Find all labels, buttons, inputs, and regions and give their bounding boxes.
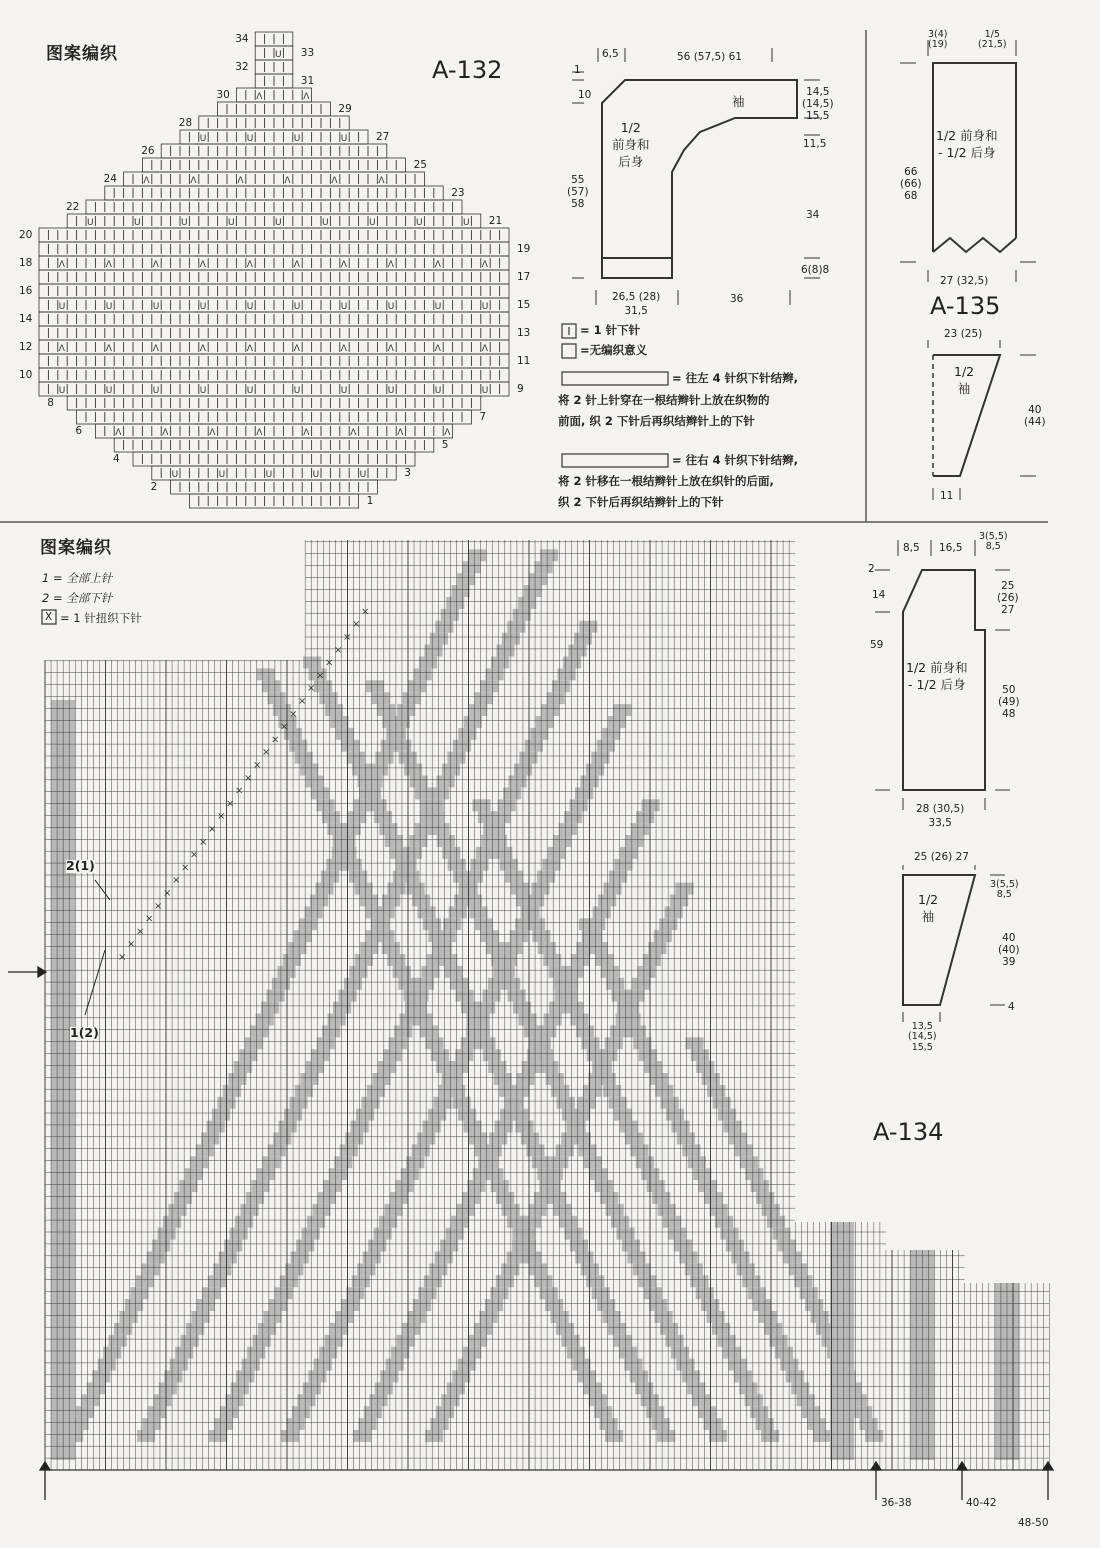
svg-text:Λ: Λ bbox=[481, 344, 488, 354]
a132-measure-55: 55 (57) 58 bbox=[567, 174, 589, 211]
svg-text:Λ: Λ bbox=[256, 92, 263, 102]
svg-text:×: × bbox=[226, 798, 235, 810]
a134-code: A-134 bbox=[873, 1118, 944, 1146]
row-number: 18 bbox=[19, 257, 33, 269]
svg-text:U: U bbox=[171, 470, 179, 480]
right-cable-symbol-icon bbox=[562, 454, 668, 467]
a135-sleeve-label: 1/2 袖 bbox=[954, 364, 975, 396]
svg-text:Λ: Λ bbox=[246, 344, 253, 354]
a134-measure-25: 25 (26) 27 bbox=[997, 580, 1019, 617]
row-number: 13 bbox=[517, 327, 531, 339]
a135-schematic bbox=[900, 40, 1036, 500]
legend-knit-all: 2 = 全部下针 bbox=[42, 591, 113, 605]
svg-text:×: × bbox=[352, 619, 361, 631]
svg-text:Λ: Λ bbox=[434, 260, 441, 270]
svg-text:×: × bbox=[208, 824, 217, 835]
row-number: 24 bbox=[103, 173, 117, 185]
svg-text:×: × bbox=[163, 888, 172, 899]
a135-hem-zigzag bbox=[933, 238, 1016, 252]
a134-measure-4: 4 bbox=[1008, 1001, 1015, 1013]
a135-code: A-135 bbox=[930, 292, 1001, 320]
svg-text:Λ: Λ bbox=[444, 428, 451, 438]
svg-text:Λ: Λ bbox=[340, 344, 347, 354]
svg-text:U: U bbox=[387, 386, 395, 396]
svg-text:×: × bbox=[190, 849, 199, 861]
row-number: 23 bbox=[451, 187, 465, 199]
svg-text:U: U bbox=[463, 218, 470, 228]
a134-schematic bbox=[875, 540, 1010, 1022]
svg-text:U: U bbox=[199, 386, 207, 396]
svg-text:×: × bbox=[361, 606, 370, 618]
size-arrow-left-icon bbox=[40, 1462, 50, 1470]
svg-text:Λ: Λ bbox=[190, 176, 197, 186]
a132-measure-top: 56 (57,5) 61 bbox=[677, 51, 742, 63]
svg-text:Λ: Λ bbox=[105, 260, 112, 270]
a134-sleeve-label: 1/2 袖 bbox=[918, 892, 939, 924]
top-chart-title: 图案编织 bbox=[46, 44, 118, 64]
svg-text:Λ: Λ bbox=[58, 260, 65, 270]
a134-measure-59: 59 bbox=[870, 639, 884, 651]
a132-body-outline bbox=[602, 80, 797, 278]
legend-right-cable-3: 织 2 下针后再织结辫针上的下针 bbox=[558, 495, 724, 509]
svg-text:×: × bbox=[154, 900, 163, 912]
svg-text:U: U bbox=[218, 470, 226, 480]
a134-top-165: 16,5 bbox=[939, 542, 963, 554]
svg-text:U: U bbox=[340, 386, 348, 396]
a135-sleeve-top: 23 (25) bbox=[944, 328, 983, 340]
svg-text:×: × bbox=[199, 836, 208, 848]
a132-code: A-132 bbox=[432, 56, 503, 84]
row-number: 20 bbox=[19, 229, 33, 241]
svg-text:Λ: Λ bbox=[387, 344, 394, 354]
svg-text:U: U bbox=[134, 218, 141, 228]
svg-text:Λ: Λ bbox=[237, 176, 244, 186]
a134-sleeve-right-top: 3(5,5) 8,5 bbox=[990, 879, 1019, 901]
svg-text:U: U bbox=[246, 386, 254, 396]
a134-sleeve-top: 25 (26) 27 bbox=[914, 851, 969, 863]
svg-text:Λ: Λ bbox=[143, 176, 150, 186]
legend-left-cable-1: = 往左 4 针织下针结辫, bbox=[672, 371, 799, 385]
svg-text:×: × bbox=[136, 926, 145, 938]
svg-text:Λ: Λ bbox=[303, 428, 310, 438]
svg-text:U: U bbox=[434, 302, 442, 312]
top-stitch-chart bbox=[39, 32, 509, 508]
a135-measure-66: 66 (66) 68 bbox=[900, 166, 922, 203]
svg-text:U: U bbox=[416, 218, 423, 228]
a132-measure-10: 10 bbox=[578, 89, 592, 101]
no-stitch-symbol-icon bbox=[562, 344, 576, 358]
svg-text:×: × bbox=[172, 875, 181, 887]
svg-text:×: × bbox=[253, 760, 262, 771]
svg-text:U: U bbox=[293, 386, 301, 396]
legend-twisted-box: X bbox=[45, 611, 53, 623]
svg-text:Λ: Λ bbox=[303, 92, 310, 102]
a132-body-label: 1/2 前身和 后身 bbox=[612, 120, 650, 169]
svg-text:Λ: Λ bbox=[481, 260, 488, 270]
row-number: 12 bbox=[19, 341, 33, 353]
bottom-chart-title: 图案编织 bbox=[40, 538, 112, 558]
a132-measure-bottom-left: 26,5 (28) 31,5 bbox=[612, 291, 661, 317]
row-number: 22 bbox=[66, 201, 80, 213]
row-number: 19 bbox=[517, 243, 531, 255]
legend-left-cable-3: 前面, 织 2 下针后再织结辫针上的下针 bbox=[558, 414, 755, 428]
annotation-2-1: 2(1) bbox=[66, 858, 95, 873]
bottom-stitch-chart bbox=[45, 540, 1049, 1470]
svg-text:U: U bbox=[340, 134, 348, 144]
svg-text:U: U bbox=[228, 218, 235, 228]
svg-text:Λ: Λ bbox=[284, 176, 291, 186]
row-number: 31 bbox=[300, 75, 315, 87]
svg-text:Λ: Λ bbox=[115, 428, 122, 438]
size-label-40-42: 40-42 bbox=[966, 1497, 997, 1509]
svg-text:×: × bbox=[298, 696, 307, 707]
row-number: 28 bbox=[178, 117, 193, 129]
legend-left-cable-2: 将 2 针上针穿在一根结辫针上放在织物的 bbox=[558, 393, 770, 407]
legend-right-cable-1: = 往右 4 针织下针结辫, bbox=[672, 453, 799, 467]
svg-text:Λ: Λ bbox=[387, 260, 394, 270]
svg-text:U: U bbox=[181, 218, 188, 228]
svg-text:U: U bbox=[293, 302, 301, 312]
a134-measure-2: 2 bbox=[868, 563, 875, 575]
svg-text:U: U bbox=[58, 386, 66, 396]
row-number: 29 bbox=[338, 103, 352, 115]
a132-sleeve-label: 袖 bbox=[732, 94, 745, 109]
a132-rib-outline bbox=[602, 258, 672, 278]
svg-text:U: U bbox=[152, 302, 160, 312]
svg-text:Λ: Λ bbox=[162, 428, 169, 438]
svg-text:Λ: Λ bbox=[331, 176, 338, 186]
size-arrow-48-icon bbox=[1043, 1462, 1053, 1470]
a132-schematic bbox=[572, 48, 820, 305]
svg-text:U: U bbox=[199, 302, 207, 312]
svg-text:Λ: Λ bbox=[378, 176, 385, 186]
a132-measure-top-left: 6,5 bbox=[602, 48, 619, 60]
a134-measure-14: 14 bbox=[872, 589, 886, 601]
row-number: 1 bbox=[366, 495, 374, 507]
svg-text:U: U bbox=[105, 302, 113, 312]
svg-text:U: U bbox=[387, 302, 395, 312]
svg-text:U: U bbox=[246, 302, 254, 312]
a134-sleeve-bottom: 13,5 (14,5) 15,5 bbox=[908, 1021, 937, 1053]
row-number: 10 bbox=[19, 369, 33, 381]
a135-measure-bottom: 27 (32,5) bbox=[940, 275, 989, 287]
svg-text:×: × bbox=[235, 785, 244, 797]
svg-text:Λ: Λ bbox=[199, 344, 206, 354]
row-number: 6 bbox=[75, 425, 83, 437]
svg-text:×: × bbox=[181, 862, 190, 874]
svg-text:U: U bbox=[87, 218, 94, 228]
row-number: 30 bbox=[216, 89, 230, 101]
svg-text:Λ: Λ bbox=[105, 344, 112, 354]
svg-text:Λ: Λ bbox=[209, 428, 216, 438]
row-number: 7 bbox=[479, 411, 487, 423]
row-number: 4 bbox=[113, 453, 120, 465]
row-number: 2 bbox=[150, 481, 158, 493]
a135-top: 1/5 (21,5) bbox=[978, 29, 1007, 51]
svg-text:×: × bbox=[280, 721, 289, 733]
svg-text:U: U bbox=[340, 302, 348, 312]
svg-text:U: U bbox=[199, 134, 207, 144]
svg-text:U: U bbox=[322, 218, 329, 228]
svg-text:Λ: Λ bbox=[256, 428, 263, 438]
a135-body-label: 1/2 前身和 - 1/2 后身 bbox=[936, 128, 998, 160]
svg-text:×: × bbox=[289, 708, 298, 720]
row-number: 8 bbox=[47, 397, 54, 409]
svg-text:×: × bbox=[145, 913, 154, 925]
row-number: 27 bbox=[376, 131, 390, 143]
a132-measure-14-5: 14,5 (14,5) 15,5 bbox=[802, 86, 834, 123]
svg-text:×: × bbox=[127, 939, 136, 951]
row-number: 11 bbox=[517, 355, 531, 367]
svg-text:×: × bbox=[316, 670, 325, 682]
svg-text:Λ: Λ bbox=[199, 260, 206, 270]
size-label-48-50: 48-50 bbox=[1018, 1517, 1049, 1529]
a135-measure-11: 11 bbox=[940, 490, 954, 502]
row-number: 26 bbox=[141, 145, 155, 157]
svg-text:Λ: Λ bbox=[152, 344, 159, 354]
svg-text:U: U bbox=[275, 218, 282, 228]
a134-measure-50: 50 (49) 48 bbox=[998, 684, 1020, 721]
a134-top-right: 3(5,5) 8,5 bbox=[979, 531, 1008, 553]
legend-purl-all: 1 = 全部上针 bbox=[42, 571, 113, 585]
a132-measure-34: 34 bbox=[806, 209, 820, 221]
svg-text:×: × bbox=[217, 811, 226, 823]
a132-measure-1: 1 bbox=[574, 64, 581, 76]
legend-twisted-stitch: = 1 针扭织下针 bbox=[60, 611, 142, 625]
svg-text:Λ: Λ bbox=[350, 428, 357, 438]
row-number: 5 bbox=[441, 439, 449, 451]
a132-measure-36: 36 bbox=[730, 293, 744, 305]
size-label-36-38: 36-38 bbox=[881, 1497, 912, 1509]
row-number: 34 bbox=[235, 33, 249, 45]
svg-text:U: U bbox=[359, 470, 367, 480]
svg-text:U: U bbox=[152, 386, 160, 396]
svg-text:Λ: Λ bbox=[293, 260, 300, 270]
svg-text:×: × bbox=[334, 644, 343, 656]
svg-text:×: × bbox=[307, 683, 316, 695]
legend-knit: = 1 针下针 bbox=[580, 323, 641, 337]
legend-no-stitch: =无编织意义 bbox=[580, 343, 648, 357]
svg-text:Λ: Λ bbox=[58, 344, 65, 354]
svg-text:×: × bbox=[262, 747, 271, 759]
annotation-1-2: 1(2) bbox=[70, 1025, 99, 1040]
svg-text:×: × bbox=[343, 632, 352, 643]
svg-text:U: U bbox=[369, 218, 376, 228]
a135-top-left: 3(4) (19) bbox=[928, 29, 948, 51]
svg-text:×: × bbox=[244, 772, 253, 784]
left-cable-symbol-icon bbox=[562, 372, 668, 385]
row-number: 16 bbox=[19, 285, 33, 297]
svg-text:Λ: Λ bbox=[293, 344, 300, 354]
a132-measure-11-5: 11,5 bbox=[803, 138, 827, 150]
svg-text:U: U bbox=[293, 134, 301, 144]
svg-text:×: × bbox=[271, 734, 280, 746]
svg-text:Λ: Λ bbox=[152, 260, 159, 270]
row-number: 15 bbox=[517, 299, 531, 311]
a132-measure-6-8: 6(8)8 bbox=[801, 264, 830, 276]
row-number: 33 bbox=[300, 47, 315, 59]
a134-top-85: 8,5 bbox=[903, 542, 920, 554]
row-number: 9 bbox=[517, 383, 524, 395]
svg-text:U: U bbox=[275, 50, 282, 60]
svg-text:U: U bbox=[265, 470, 273, 480]
legend-right-cable-2: 将 2 针移在一根结辫针上放在织针的后面, bbox=[558, 474, 774, 488]
svg-text:U: U bbox=[481, 386, 489, 396]
svg-text:U: U bbox=[246, 134, 254, 144]
row-number: 25 bbox=[413, 159, 427, 171]
svg-text:U: U bbox=[312, 470, 320, 480]
svg-text:U: U bbox=[434, 386, 442, 396]
row-number: 17 bbox=[517, 271, 531, 283]
row-number: 3 bbox=[404, 467, 411, 479]
svg-text:U: U bbox=[105, 386, 113, 396]
svg-text:Λ: Λ bbox=[397, 428, 404, 438]
a135-measure-40: 40 (44) bbox=[1024, 404, 1046, 429]
a134-body-label: 1/2 前身和 - 1/2 后身 bbox=[906, 660, 968, 692]
svg-text:Λ: Λ bbox=[340, 260, 347, 270]
svg-text:×: × bbox=[118, 952, 127, 963]
row-number: 21 bbox=[488, 215, 503, 227]
svg-text:U: U bbox=[58, 302, 66, 312]
a134-measure-40: 40 (40) 39 bbox=[998, 932, 1020, 969]
row-number: 32 bbox=[235, 61, 249, 73]
svg-text:Λ: Λ bbox=[434, 344, 441, 354]
svg-text:Λ: Λ bbox=[246, 260, 253, 270]
svg-text:U: U bbox=[481, 302, 489, 312]
a134-sleeve-outline bbox=[903, 875, 975, 1005]
row-number: 14 bbox=[19, 313, 33, 325]
a134-bottom: 28 (30,5) 33,5 bbox=[916, 803, 965, 829]
size-arrow-36-icon bbox=[871, 1462, 881, 1470]
svg-text:×: × bbox=[325, 657, 334, 669]
